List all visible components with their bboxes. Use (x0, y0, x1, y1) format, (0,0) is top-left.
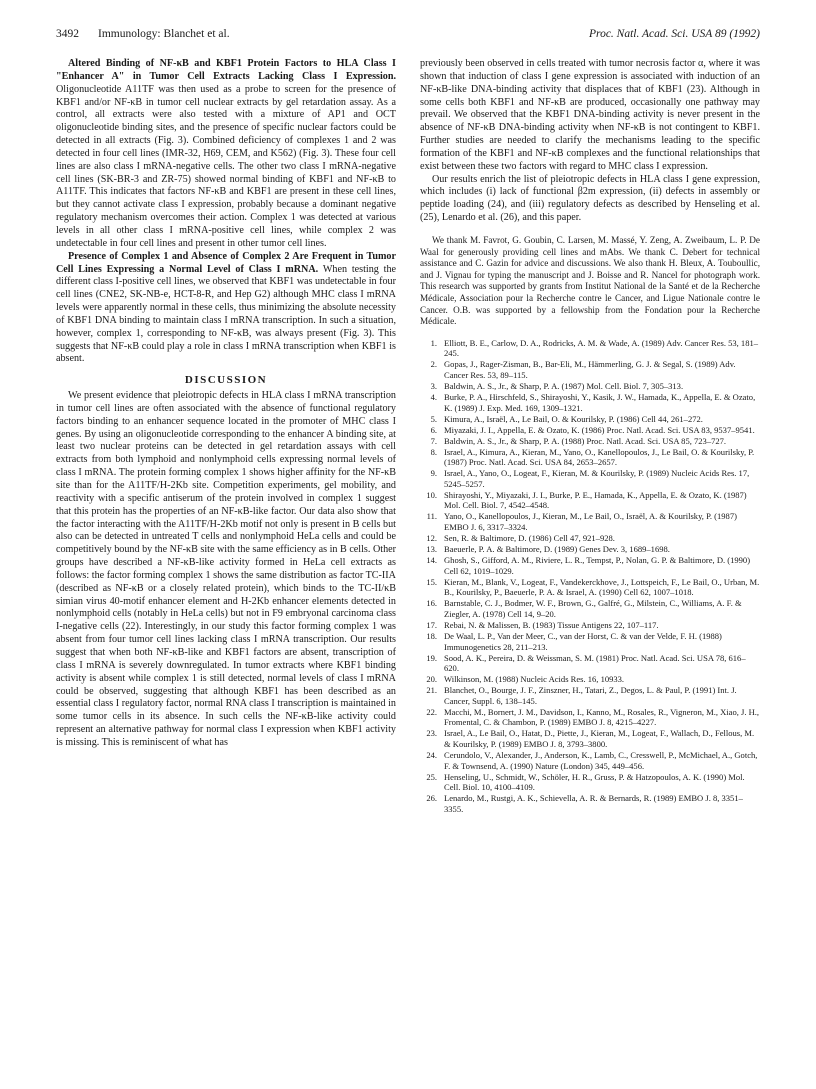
reference-number: 17. (426, 619, 437, 630)
reference-text: Kieran, M., Blank, V., Logeat, F., Vandekerckhove, J., Lottspeich, F., Le Bail, O., Urban, M. B., Kourilsky, P., Baeuerle, P. A. & Israel, A. (1990) Cell 62, 1007–1018. (444, 576, 760, 598)
reference-item (420, 685, 760, 706)
reference-text: Elliott, B. E., Carlow, D. A., Rodricks, A. M. & Wade, A. (1989) Adv. Cancer Res. 53, 181–245. (444, 337, 759, 359)
page-number: 3492 (56, 28, 79, 40)
reference-number: 1. (430, 337, 437, 348)
reference-text: Yano, O., Kanellopoulos, J., Kieran, M., Le Bail, O., Israël, A. & Kourilsky, P. (1987) EMBO J. 6, 3317–3324. (444, 511, 737, 533)
discussion-continuation: previously been observed in cells treated with tumor necrosis factor α, where it was shown that induction of class I gene expression is associated with induction of an NF-κB-like DNA-binding activity that displaces that of KBF1 (23). Although in some cells both KBF1 and NF-κB are produced, occasionally one pathway may prevail. We observed that the KBF1 DNA-binding activity is never present in the absence of NF-κB DNA-binding activity when NF-κB is not contingent to KBF1. Further studies are needed to clarify the mechanisms leading to the specific formation of the KBF1 and NF-κB complexes and the functional relationships that exist between these two factors with regard to MHC class I expression. (420, 58, 760, 172)
reference-number: 8. (430, 446, 437, 457)
reference-item (420, 555, 760, 576)
reference-number: 10. (426, 489, 437, 500)
discussion-paragraph-2: Our results enrich the list of pleiotropic defects in HLA class I gene expression, which includes (i) lack of functional β2m expression, (ii) defects in assembly or peptide loading (24), and (iii) regulatory defects as described by Henseling et al. (25), Lenardo et al. (26), and this paper. (420, 173, 760, 224)
reference-number: 22. (426, 706, 437, 717)
reference-number: 21. (426, 685, 437, 696)
reference-item (420, 533, 760, 544)
results-paragraph-complex-presence (56, 251, 396, 367)
reference-item (420, 772, 760, 793)
page-header (56, 28, 760, 44)
reference-number: 15. (426, 576, 437, 587)
reference-number: 4. (430, 391, 437, 402)
reference-number: 12. (426, 533, 437, 544)
results-paragraph-altered-binding (56, 58, 396, 251)
right-column (420, 58, 760, 815)
reference-text: Israel, A., Yano, O., Logeat, F., Kieran, M. & Kourilsky, P. (1989) Nucleic Acids Res. 17, 5245–5257. (444, 468, 750, 489)
reference-item (420, 359, 760, 380)
reference-item (420, 436, 760, 447)
reference-text: De Waal, L. P., Van der Meer, C., van der Horst, C. & van der Velde, F. H. (1988) Immunogenetics 28, 211–213. (444, 630, 722, 652)
reference-item (420, 392, 760, 413)
reference-number: 24. (426, 750, 437, 760)
reference-text: Burke, P. A., Hirschfeld, S., Shirayoshi, Y., Kasik, J. W., Hamada, K., Appella, E. & Ozato, K. (1989) J. Exp. Med. 169, 1309–1321. (444, 391, 756, 413)
reference-item (420, 447, 760, 468)
reference-item (420, 598, 760, 619)
discussion-paragraph: We present evidence that pleiotropic defects in HLA class I mRNA transcription in tumor cell lines are often associated with the absence of functional regulatory factors binding to an enhancer sequence located in the promoter of MHC class I genes. By using an oligonucleotide corresponding to the enhancer A binding site, at least two nuclear proteins can be detected in gel retardation assays with cell extracts from both lymphoid and nonlymphoid cells expressing normal levels of class I mRNA. The protein forming complex 1 shows higher affinity for the NF-κB site than for the A11TF/H-2Kb site. Competition experiments, gel mobility, and reactivity with a specific antiserum of the protein involved in complex 1 suggest that this protein has the properties of an NF-κB-like factor. Our data also show that the factor interacting with the A11TF/H-2Kb motif not only is present in B cells but also can be detected in untreated T cells and nonlymphoid HeLa cells and could be competitively bound by the NF-κB site with the same efficiency as in B cells. Other groups have described a NF-κB-like activity formed in HeLa cell extracts as follows: the factor forming complex 1 shows the same distribution as factor TC-IIA (described as NF-κB or a closely related protein), which binds to the TC-II/κB simian virus 40-motif enhancer element and H-2Kb enhancer elements detected in nonlymphoid cells (notably in HeLa cells) but not in F9 embryonal carcinoma class I-negative cells (22). Interestingly, in our study this factor forming complex 1 was absent from four tumor cell lines lacking class I mRNA transcription. Our results suggest that when both NF-κB-like and KBF1 factors are absent, transcription of class I mRNA is severely downregulated. In tumor extracts where KBF1 binding activity is absent while complex 1 is still detected, normal levels of class I mRNA could be observed, suggesting that although KBF1 has been described as an essential class I regulatory factor, normal RNA class I transcription is maintained in some tumor cells in its absence. In such cells the NF-κB-like activity could represent an alternative pathway for normal class I expression when KBF1 activity is missing. This is reminiscent of what has (56, 390, 396, 748)
paragraph-text: Oligonucleotide A11TF was then used as a probe to screen for the presence of KBF1 and/or NF-κB in tumor cell nuclear extracts by gel retardation assay. As a control, all extracts were also tested with a mixture of AP1 and OCT oligonucleotide binding sites, and the presence of specific nuclear factors could be detected in all extracts (Fig. 3). Combined deficiency of complexes 1 and 2 was detected in four cell lines (IMR-32, H69, CEM, and K562) (Fig. 3). These four cell lines are also class I mRNA-negative cells. The other two class I mRNA-negative cell lines (SK-BR-3 and ZR-75) showed normal binding of KBF1 and NF-κB to A11TF. This indicates that factors NF-κB and KBF1 are present in these cell lines, but they cannot activate class I expression, probably because a dominant negative regulatory mechanism overcomes their action. Complex 1 was detected at various levels in all other class I mRNA-positive cell lines, while complex 2 was undetectable in four cell lines and present in other tumor cell lines. (56, 83, 396, 249)
reference-item (420, 653, 760, 674)
reference-text: Miyazaki, J. I., Appella, E. & Ozato, K. (1986) Proc. Natl. Acad. Sci. USA 83, 9537–9541. (444, 424, 755, 435)
reference-text: Baeuerle, P. A. & Baltimore, D. (1989) Genes Dev. 3, 1689–1698. (444, 544, 670, 555)
section-heading-altered-binding: Altered Binding of NF-κB and KBF1 Protein Factors to HLA Class I "Enhancer A" in Tumor Cell Extracts Lacking Class I Expression. (56, 58, 396, 82)
reference-number: 19. (426, 652, 437, 663)
reference-text: Gopas, J., Rager-Zisman, B., Bar-Eli, M., Hämmerling, G. J. & Segal, S. (1989) Adv. Cancer Res. 53, 89–115. (444, 359, 736, 380)
reference-item (420, 728, 760, 749)
running-title: Immunology: Blanchet et al. (98, 28, 230, 40)
reference-text: Cerundolo, V., Alexander, J., Anderson, K., Lamb, C., Cresswell, P., McMichael, A., Gotch, F. & Townsend, A. (1990) Nature (London) 345, 449–456. (444, 750, 758, 771)
reference-number: 14. (426, 555, 437, 566)
reference-number: 9. (430, 468, 437, 479)
acknowledgments: We thank M. Favrot, G. Goubin, C. Larsen, M. Massé, Y. Zeng, A. Zweibaum, L. P. De Waal for generously providing cell lines and mAbs. We thank C. Debert for technical assistance and C. Gazin for advice and discussions. We also thank H. Bleux, A. Touboullic, and J. Vignau for typing the manuscript and J. Boisse and R. Nancel for photograph work. This research was supported by grants from Institut National de la Santé et de la Recherche Médicale, Association pour la Recherche contre le Cancer, and Ligue Nationale contre le Cancer. O.B. was supported by a fellowship from the Fondation pour la Recherche Médicale. (420, 234, 760, 327)
reference-text: Kimura, A., Israël, A., Le Bail, O. & Kourilsky, P. (1986) Cell 44, 261–272. (444, 413, 703, 424)
reference-number: 20. (426, 674, 437, 685)
reference-number: 26. (426, 793, 437, 804)
left-column (56, 58, 396, 750)
reference-text: Sood, A. K., Pereira, D. & Weissman, S. M. (1981) Proc. Natl. Acad. Sci. USA 78, 616–620. (444, 652, 746, 674)
reference-number: 2. (430, 359, 437, 370)
reference-number: 3. (430, 380, 437, 391)
discussion-heading: DISCUSSION (184, 374, 268, 387)
reference-text: Rebai, N. & Malissen, B. (1983) Tissue Antigens 22, 107–117. (444, 619, 659, 630)
reference-number: 16. (426, 598, 437, 609)
reference-text: Ghosh, S., Gifford, A. M., Riviere, L. R., Tempst, P., Nolan, G. P. & Baltimore, D. (1990) Cell 62, 1019–1029. (444, 555, 751, 576)
reference-item (420, 750, 760, 771)
reference-item (420, 544, 760, 555)
reference-text: Baldwin, A. S., Jr., & Sharp, P. A. (1987) Mol. Cell. Biol. 7, 305–313. (444, 380, 684, 391)
reference-number: 25. (426, 771, 437, 782)
reference-number: 13. (426, 544, 437, 555)
reference-text: Baldwin, A. S., Jr., & Sharp, P. A. (1988) Proc. Natl. Acad. Sci. USA 85, 723–727. (444, 435, 727, 446)
reference-item (420, 414, 760, 425)
reference-text: Barnstable, C. J., Bodmer, W. F., Brown, G., Galfré, G., Milstein, C., Williams, A. F. & Ziegler, A. (1978) Cell 14, 9–20. (444, 598, 742, 619)
reference-item (420, 674, 760, 685)
reference-item (420, 490, 760, 511)
journal-citation: Proc. Natl. Acad. Sci. USA 89 (1992) (589, 28, 760, 40)
reference-text: Lenardo, M., Rustgi, A. K., Schievella, A. R. & Bernards, R. (1989) EMBO J. 8, 3351–3355. (444, 793, 743, 814)
reference-item (420, 793, 760, 814)
reference-item (420, 425, 760, 436)
reference-text: Macchi, M., Bornert, J. M., Davidson, I., Kanno, M., Rosales, R., Vigneron, M., Xiao, J. H., Fromental, C. & Chambon, P. (1989) EMBO J. 8, 4215–4227. (444, 706, 760, 728)
reference-text: Israel, A., Kimura, A., Kieran, M., Yano, O., Kanellopoulos, J., Le Bail, O. & Kourilsky, P. (1987) Proc. Natl. Acad. Sci. USA 84, 2653–2657. (444, 446, 755, 468)
reference-number: 18. (426, 630, 437, 641)
reference-item (420, 707, 760, 728)
reference-item (420, 631, 760, 652)
reference-item (420, 620, 760, 631)
reference-number: 23. (426, 728, 437, 739)
reference-text: Sen, R. & Baltimore, D. (1986) Cell 47, 921–928. (444, 533, 615, 544)
paragraph-text: When testing the different class I-positive cell lines, we observed that KBF1 was undetectable in four cell lines (CNE2, SK-NB-e, HCT-8-R, and Hep G2) although MHC class I mRNA levels were apparently normal in these cells, thus minimizing the absolute necessity of KBF1 DNA binding to maintain class I mRNA transcription. In such a situation, however, complex 1, corresponding to NF-κB, was always present (Fig. 3). This suggests that NF-κB could play a role in class I mRNA transcription when KBF1 is absent. (56, 263, 397, 365)
reference-item (420, 468, 760, 489)
reference-number: 11. (426, 511, 437, 522)
reference-item (420, 381, 760, 392)
reference-text: Blanchet, O., Bourge, J. F., Zinszner, H., Tatari, Z., Degos, L. & Paul, P. (1991) Int. J. Cancer, Suppl. 6, 138–145. (444, 685, 737, 706)
reference-number: 7. (430, 435, 437, 446)
reference-number: 6. (430, 424, 437, 435)
reference-text: Israel, A., Le Bail, O., Hatat, D., Piette, J., Kieran, M., Logeat, F., Wallach, D., Fellous, M. & Kourilsky, P. (1989) EMBO J. 8, 3793–3800. (444, 728, 755, 749)
reference-text: Wilkinson, M. (1988) Nucleic Acids Res. 16, 10933. (444, 674, 625, 685)
section-heading-complex-presence: Presence of Complex 1 and Absence of Complex 2 Are Frequent in Tumor Cell Lines Expressing a Normal Level of Class I mRNA. (56, 250, 396, 275)
reference-item (420, 338, 760, 359)
reference-number: 5. (430, 413, 437, 424)
reference-text: Henseling, U., Schmidt, W., Schöler, H. R., Gruss, P. & Hatzopoulos, A. K. (1990) Mol. Cell. Biol. 10, 4100–4109. (444, 771, 745, 793)
reference-item (420, 577, 760, 598)
reference-item (420, 511, 760, 532)
reference-list (420, 338, 760, 815)
reference-text: Shirayoshi, Y., Miyazaki, J. I., Burke, P. E., Hamada, K., Appella, E. & Ozato, K. (1987) Mol. Cell. Biol. 7, 4542–4548. (444, 489, 747, 511)
